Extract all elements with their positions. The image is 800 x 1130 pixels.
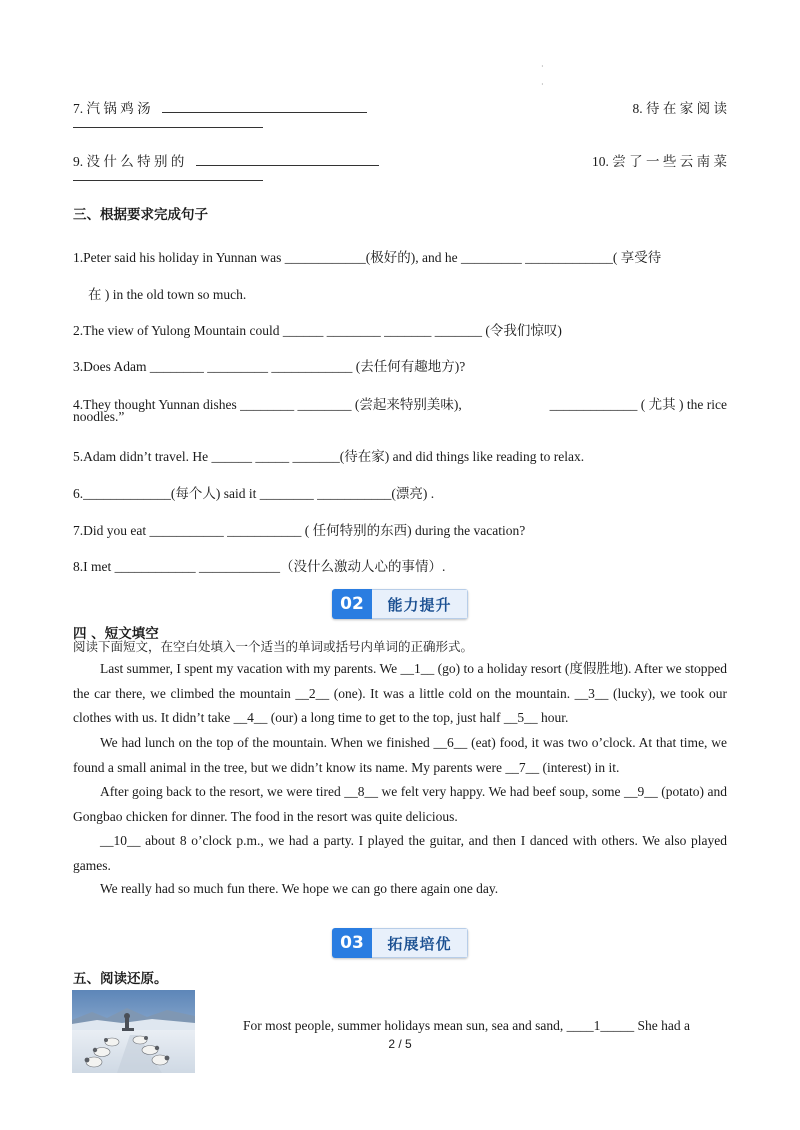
passage-paragraph-1: Last summer, I spent my vacation with my parents. We __1__ (go) to a holiday resort (度假胜地). After we stopped the car there, we climbed the mountain __2__ (one). It was a little cold on the mountain. __3__ (lucky), we took our clothes with us. It didn’t take __4__ (our) a long time to get to the top, just half __5__ hour.	[73, 661, 727, 725]
vocab-item-9: 9. 没 什 么 特 别 的	[73, 150, 379, 170]
question-1-line-1: 1.Peter said his holiday in Yunnan was ____________(极好的), and he _________ _____________( 享受待	[73, 250, 662, 265]
dog-sled-photo	[72, 990, 195, 1073]
vocab-item-8: 8. 待 在 家 阅 读	[632, 101, 727, 116]
answer-line[interactable]	[162, 99, 367, 113]
passage-paragraph-3: After going back to the resort, we were tired __8__ we felt very happy. We had beef soup, some __9__ (potato) and Gongbao chicken for dinner. The food in the resort was quite delicious.	[73, 784, 727, 824]
answer-line-8[interactable]	[73, 114, 263, 132]
question-4-left: 4.They thought Yunnan dishes ________ ________ (尝起来特别美味),	[73, 397, 462, 412]
question-7: 7.Did you eat ___________ ___________ ( 任何特别的东西) during the vacation?	[73, 523, 526, 538]
badge-number: 02	[332, 589, 372, 619]
answer-line[interactable]	[196, 152, 379, 166]
section-3-title: 三、根据要求完成句子	[73, 207, 208, 223]
vocab-item-10: 10. 尝 了 一 些 云 南 菜	[592, 154, 727, 169]
question-4-line-2: noodles.”	[73, 409, 125, 424]
answer-line-10[interactable]	[73, 167, 263, 185]
vocab-item-7: 7. 汽 锅 鸡 汤	[73, 97, 367, 117]
question-8: 8.I met ____________ ____________（没什么激动人心的事情）.	[73, 559, 446, 574]
badge-label: 能力提升	[372, 589, 468, 619]
section-5-title: 五、阅读还原。	[73, 971, 168, 987]
badge-number: 03	[332, 928, 372, 958]
question-2: 2.The view of Yulong Mountain could ______ ________ _______ _______ (令我们惊叹)	[73, 323, 562, 338]
page-number: 2 / 5	[388, 1037, 412, 1051]
section-badge-03	[332, 928, 468, 958]
question-1-line-2: 在 ) in the old town so much.	[88, 287, 247, 302]
section-4-title: 四 、短文填空	[73, 626, 159, 642]
badge-label: 拓展培优	[372, 928, 468, 958]
passage-paragraph-4: __10__ about 8 o’clock p.m., we had a party. I played the guitar, and then I danced with others. We also played games.	[73, 833, 727, 873]
section-4-instruction: 阅读下面短文，在空白处填入一个适当的单词或括号内单词的正确形式。	[73, 639, 474, 654]
passage-paragraph-5: We really had so much fun there. We hope we can go there again one day.	[100, 881, 499, 896]
question-6: 6._____________(每个人) said it ________ ___________(漂亮) .	[73, 486, 435, 501]
question-4-line-1	[73, 393, 727, 413]
question-4-right: _____________ ( 尤其 ) the rice	[549, 397, 727, 412]
question-5: 5.Adam didn’t travel. He ______ _____ _______(待在家) and did things like reading to relax.	[73, 449, 585, 464]
reading-passage-line-1: For most people, summer holidays mean sun, sea and sand, ____1_____ She had a	[243, 1018, 690, 1033]
scan-dots: · ·	[541, 62, 544, 89]
passage-paragraph-2: We had lunch on the top of the mountain. When we finished __6__ (eat) food, it was two o’clock. At that time, we found a small animal in the tree, but we didn’t know its name. My parents were __7__ (interest) in it.	[73, 735, 727, 775]
section-badge-02	[332, 589, 468, 619]
question-3: 3.Does Adam ________ _________ ____________ (去任何有趣地方)?	[73, 359, 466, 374]
